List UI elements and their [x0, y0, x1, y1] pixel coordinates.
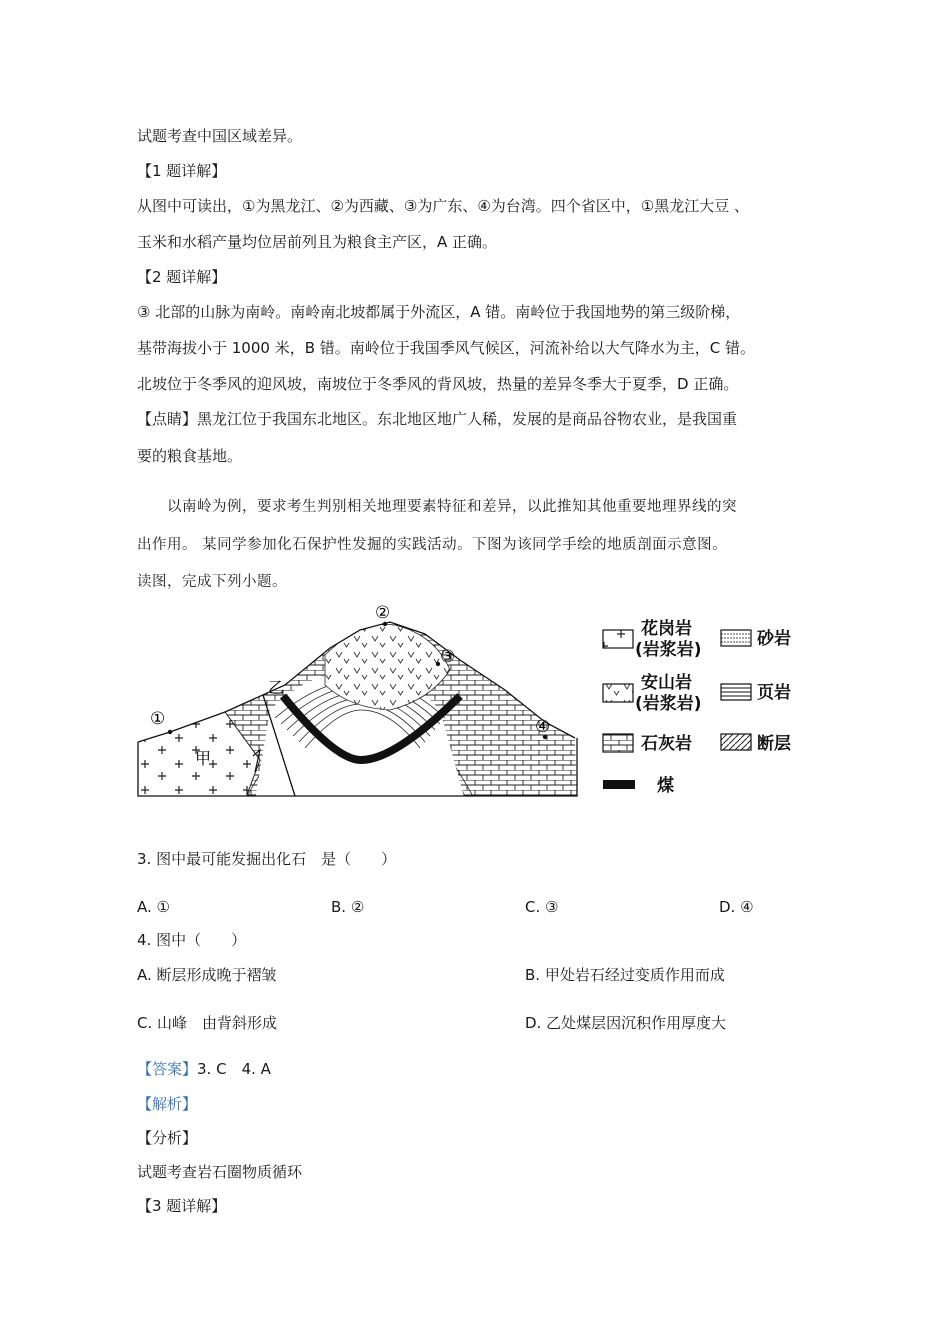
legend-coal: 煤	[657, 776, 674, 796]
tip-line-2: 要的粮食基地。	[137, 447, 243, 465]
section-heading-q1: 【1 题详解】	[137, 162, 227, 180]
text-line-1: 试题考查中国区域差异。	[137, 127, 303, 145]
legend-shale: 页岩	[757, 683, 791, 703]
text-line-3: 从图中可读出，①为黑龙江、②为西藏、③为广东、④为台湾。四个省区中，①黑龙江大豆 、	[137, 197, 750, 215]
point-3-label: ③	[440, 647, 456, 667]
fenxi-heading: 【分析】	[137, 1129, 198, 1147]
answer-tag: 【答案】	[137, 1060, 198, 1078]
legend-granite: 花岗岩	[641, 619, 692, 639]
text-line-8: 北坡位于冬季风的迎风坡，南坡位于冬季风的背风坡，热量的差异冬季大于夏季，D 正确。	[137, 375, 739, 393]
tip-line-1: 【点睛】黑龙江位于我国东北地区。东北地区地广人稀，发展的是商品谷物农业，是我国重	[137, 410, 738, 428]
fenxi-text: 试题考查岩石圈物质循环	[137, 1163, 303, 1181]
geologic-section-figure	[135, 600, 835, 805]
q3-option-c: C. ③	[525, 898, 559, 916]
q3-option-a: A. ①	[137, 898, 170, 916]
text-line-7: 基带海拔小于 1000 米，B 错。南岭位于我国季风气候区，河流补给以大气降水为主，C 错。	[137, 339, 756, 357]
q3-stem: 3. 图中最可能发掘出化石 是（ ）	[137, 850, 397, 868]
text-line-6: ③ 北部的山脉为南岭。南岭南北坡都属于外流区，A 错。南岭位于我国地势的第三级阶梯，	[137, 303, 741, 321]
q4-option-d: D. 乙处煤层因沉积作用厚度大	[525, 1014, 727, 1032]
legend-granite-sub: (岩浆岩)	[635, 640, 702, 660]
q4-stem: 4. 图中（ ）	[137, 931, 247, 949]
legend-fault: 断层	[757, 734, 791, 754]
legend-sandstone: 砂岩	[757, 629, 791, 649]
answer-line	[137, 1059, 271, 1079]
q3-option-d: D. ④	[719, 898, 754, 916]
intro-line-1: 以南岭为例，要求考生判别相关地理要素特征和差异，以此推知其他重要地理界线的突	[137, 499, 737, 515]
q4-option-b: B. 甲处岩石经过变质作用而成	[525, 966, 725, 984]
label-jia: 甲	[195, 749, 212, 768]
label-yi: 乙	[268, 678, 285, 697]
legend-limestone: 石灰岩	[641, 734, 692, 754]
analysis-tag: 【解析】	[137, 1095, 198, 1113]
point-1-label: ①	[150, 709, 166, 729]
q3-option-b: B. ②	[331, 898, 365, 916]
legend	[603, 618, 791, 796]
intro-line-3: 读图，完成下列小题。	[137, 574, 287, 590]
q4-option-c: C. 山峰 由背斜形成	[137, 1014, 278, 1032]
legend-andesite-sub: (岩浆岩)	[635, 694, 702, 714]
intro-line-2: 出作用。 某同学参加化石保护性发掘的实践活动。下图为该同学手绘的地质剖面示意图。	[137, 537, 728, 553]
answer-text: 3. C 4. A	[197, 1060, 271, 1078]
legend-andesite: 安山岩	[641, 673, 692, 693]
q4-option-a: A. 断层形成晚于褶皱	[137, 966, 277, 984]
section-heading-q2: 【2 题详解】	[137, 268, 227, 286]
section-heading-q3: 【3 题详解】	[137, 1197, 227, 1215]
point-2-label: ②	[375, 603, 391, 623]
point-4-label: ④	[535, 717, 551, 737]
text-line-4: 玉米和水稻产量均位居前列且为粮食主产区，A 正确。	[137, 233, 498, 251]
